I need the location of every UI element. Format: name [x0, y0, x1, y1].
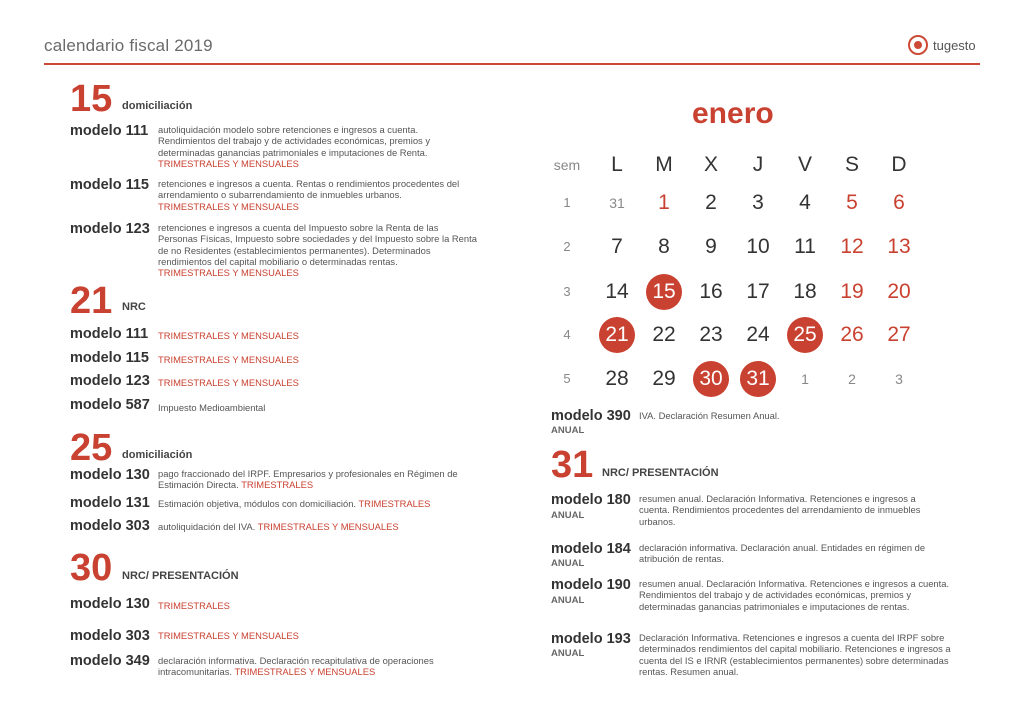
modelo-193-title: modelo 193	[551, 631, 631, 647]
calendar-day-deadline: 15	[646, 274, 682, 310]
modelo-349-text: declaración informativa. Declaración recapitulativa de operaciones intracomunitarias.	[158, 655, 434, 678]
day-31-number: 31	[551, 444, 594, 486]
day-21-number: 21	[70, 280, 113, 322]
calendar-day-deadline: 30	[693, 361, 729, 397]
calendar-day: 1	[658, 191, 670, 214]
modelo-115-nrc-title: modelo 115	[70, 350, 149, 366]
calendar-day: 29	[652, 367, 676, 390]
modelo-130-nrc-title: modelo 130	[70, 596, 150, 612]
modelo-303-nrc-period: TRIMESTRALES Y MENSUALES	[158, 630, 299, 641]
modelo-131-title: modelo 131	[70, 495, 150, 511]
month-title: enero	[692, 97, 774, 130]
modelo-303-text: autoliquidación del IVA.	[158, 521, 256, 532]
calendar-day: 23	[699, 323, 723, 346]
calendar-day: 16	[699, 280, 723, 303]
weekday-header-v: V	[797, 153, 812, 176]
day-25-number: 25	[70, 427, 113, 469]
modelo-349-description	[158, 655, 480, 678]
calendar-day: 22	[652, 323, 676, 346]
modelo-587-title: modelo 587	[70, 397, 150, 413]
calendar-day: 12	[840, 235, 864, 258]
modelo-115-title: modelo 115	[70, 177, 149, 193]
modelo-190-title: modelo 190	[551, 577, 631, 593]
calendar-day: 28	[605, 367, 629, 390]
modelo-184-title: modelo 184	[551, 541, 631, 557]
modelo-130-nrc-period: TRIMESTRALES	[158, 600, 230, 611]
modelo-115-nrc-period: TRIMESTRALES Y MENSUALES	[158, 354, 299, 365]
calendar-day: 11	[794, 235, 816, 258]
modelo-123-description	[158, 222, 478, 278]
modelo-115-period: TRIMESTRALES Y MENSUALES	[158, 200, 299, 212]
day-21-label: NRC	[122, 301, 146, 313]
calendar-day: 10	[746, 235, 770, 258]
day-25-label: domiciliación	[122, 449, 193, 461]
week-number: 5	[563, 371, 571, 386]
modelo-190-period: ANUAL	[551, 595, 585, 606]
calendar-day: 18	[793, 280, 817, 303]
calendar-day: 2	[705, 191, 717, 214]
day-31-label: NRC/ PRESENTACIÓN	[602, 467, 719, 479]
week-number: 4	[563, 327, 571, 342]
week-number-header: sem	[553, 157, 581, 173]
modelo-390-title: modelo 390	[551, 408, 631, 424]
day-15-number: 15	[70, 78, 113, 120]
calendar-day-deadline: 25	[787, 317, 823, 353]
modelo-111-nrc-title: modelo 111	[70, 326, 149, 342]
modelo-180-title: modelo 180	[551, 492, 631, 508]
modelo-180-period: ANUAL	[551, 510, 585, 521]
modelo-130-text: pago fraccionado del IRPF. Empresarios y profesionales en Régimen de Estimación Directa.	[158, 468, 458, 491]
modelo-349-title: modelo 349	[70, 653, 150, 669]
calendar-day: 6	[893, 191, 905, 214]
weekday-header-j: J	[752, 153, 764, 176]
calendar-day: 8	[658, 235, 670, 258]
modelo-123-title: modelo 123	[70, 221, 150, 237]
week-number: 1	[563, 195, 571, 210]
modelo-111-text: autoliquidación modelo sobre retenciones e ingresos a cuenta. Rendimientos del trabajo y de actividades económicas, premios y determinadas ganancias patrimoniales e imputaciones de Renta.	[158, 124, 431, 158]
modelo-303-period: TRIMESTRALES Y MENSUALES	[257, 521, 399, 532]
week-number: 3	[563, 284, 571, 299]
modelo-123-nrc-period: TRIMESTRALES Y MENSUALES	[158, 377, 299, 388]
calendar-day: 20	[887, 280, 911, 303]
modelo-131-description	[158, 498, 488, 509]
modelo-303-title: modelo 303	[70, 518, 150, 534]
modelo-349-period: TRIMESTRALES Y MENSUALES	[234, 666, 376, 678]
modelo-111-description	[158, 124, 458, 169]
calendar-day: 24	[746, 323, 770, 346]
modelo-130-period: TRIMESTRALES	[241, 479, 314, 491]
modelo-193-period: ANUAL	[551, 648, 585, 659]
modelo-115-text: retenciones e ingresos a cuenta. Rentas o rendimientos procedentes del arrendamiento o subarrendamiento de inmuebles urbanos.	[158, 178, 460, 201]
modelo-115-description	[158, 178, 463, 212]
weekday-header-l: L	[611, 153, 623, 176]
logo-text: tugesto	[933, 37, 976, 53]
modelo-123-nrc-title: modelo 123	[70, 373, 150, 389]
calendar-day: 26	[840, 323, 864, 346]
calendar-day: 7	[611, 235, 623, 258]
day-15-label: domiciliación	[122, 100, 193, 112]
header-divider	[44, 63, 980, 65]
modelo-193-description: Declaración Informativa. Retenciones e ingresos a cuenta del IRPF sobre determinados rendimientos del capital mobiliario. Retenciones e ingresos a cuenta del IS e IRNR (establecimientos permanentes) sobre determinadas rentas. Resumen anual.	[639, 632, 951, 677]
weekday-header-x: X	[703, 153, 718, 176]
calendar-day-outside-month: 1	[801, 371, 809, 387]
modelo-303-description	[158, 521, 488, 532]
weekday-header-m: M	[655, 153, 673, 176]
modelo-131-period: TRIMESTRALES	[358, 498, 431, 509]
modelo-190-description: resumen anual. Declaración Informativa. Retenciones e ingresos a cuenta. Rendimientos del trabajo y de actividades económicas, premios y determinadas ganancias patrimoniales e imputaciones de rentas.	[639, 578, 950, 612]
logo-icon	[908, 35, 928, 55]
calendar-day-deadline: 21	[599, 317, 635, 353]
calendar-day-deadline: 31	[740, 361, 776, 397]
calendar-day: 14	[605, 280, 629, 303]
page-title: calendario fiscal 2019	[44, 36, 213, 55]
calendar-day: 5	[846, 191, 858, 214]
calendar-day: 9	[705, 235, 717, 258]
modelo-184-period: ANUAL	[551, 558, 585, 569]
modelo-390-description: IVA. Declaración Resumen Anual.	[639, 410, 780, 421]
modelo-184-description: declaración informativa. Declaración anual. Entidades en régimen de atribución de rentas.	[639, 542, 926, 565]
weekday-header-d: D	[891, 153, 907, 176]
calendar-day: 4	[799, 191, 811, 214]
calendar-day: 13	[887, 235, 911, 258]
modelo-111-period: TRIMESTRALES Y MENSUALES	[158, 157, 299, 169]
calendar-day: 19	[840, 280, 864, 303]
modelo-587-description: Impuesto Medioambiental	[158, 402, 266, 413]
calendar-day: 17	[746, 280, 770, 303]
modelo-111-title: modelo 111	[70, 123, 149, 139]
modelo-303-nrc-title: modelo 303	[70, 628, 150, 644]
weekday-header-s: S	[844, 153, 859, 176]
week-number: 2	[563, 239, 571, 254]
modelo-123-text: retenciones e ingresos a cuenta del Impuesto sobre la Renta de las Personas Físicas, Impuesto sobre sociedades y del Impuesto sobre la Renta de no Residentes (establecimientos permanentes). Determinados rendimientos del capital mobiliario o determinadas rentas.	[158, 222, 477, 267]
modelo-130-description	[158, 468, 480, 491]
brand-logo	[908, 35, 976, 55]
modelo-111-nrc-period: TRIMESTRALES Y MENSUALES	[158, 330, 299, 341]
calendar-day-outside-month: 2	[848, 371, 856, 387]
day-30-label: NRC/ PRESENTACIÓN	[122, 570, 239, 582]
calendar-day-outside-month: 3	[895, 371, 903, 387]
modelo-180-description: resumen anual. Declaración Informativa. Retenciones e ingresos a cuenta. Rendimientos procedentes del arrendamiento de inmuebles urbanos.	[639, 493, 921, 527]
day-30-number: 30	[70, 547, 113, 589]
calendar-day: 27	[887, 323, 911, 346]
calendar-day: 3	[752, 191, 764, 214]
modelo-390-period: ANUAL	[551, 425, 585, 436]
calendar-day-outside-month: 31	[609, 195, 625, 211]
modelo-130-title: modelo 130	[70, 467, 150, 483]
modelo-131-text: Estimación objetiva, módulos con domiciliación.	[158, 498, 357, 509]
modelo-123-period: TRIMESTRALES Y MENSUALES	[158, 267, 299, 279]
